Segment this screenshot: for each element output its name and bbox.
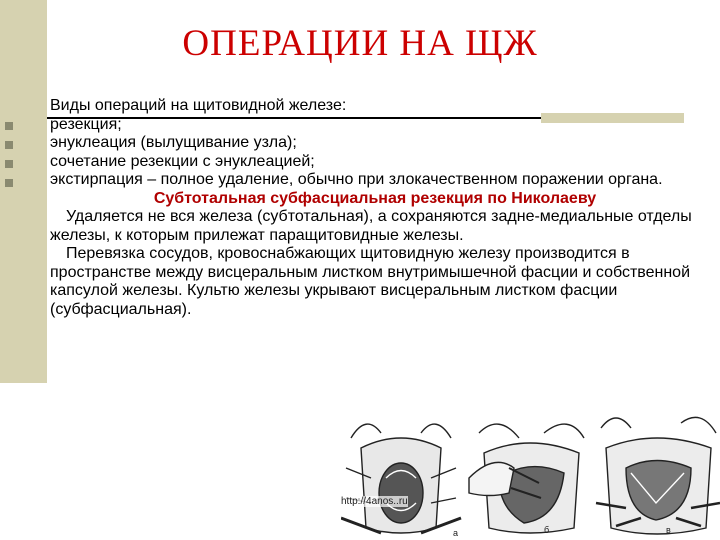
section-subtitle: Субтотальная субфасциальная резекция по Николаеву (153, 189, 597, 207)
panel-label: б (544, 525, 550, 535)
bullet-item: энуклеация (вылущивание узла); (50, 134, 297, 151)
bullet-marker-icon (5, 141, 13, 149)
illustration-panel-a (341, 408, 461, 540)
illustration-panel-b (469, 424, 584, 535)
bullet-item: сочетание резекции с энуклеацией; (50, 152, 315, 170)
source-watermark: http://4anos..ru (341, 496, 408, 507)
illustration-panel-c (596, 417, 720, 535)
panel-label: a (453, 528, 459, 538)
bullet-item: резекция; (50, 115, 122, 133)
bullet-item: экстирпация – полное удаление, обычно при злокачественном поражении органа. (50, 171, 663, 188)
slide-title: ОПЕРАЦИИ НА ЩЖ (182, 23, 538, 64)
bullet-marker-icon (5, 160, 13, 168)
bullet-marker-icon (5, 179, 13, 187)
slide-content (50, 97, 700, 319)
bullet-marker-icon (5, 122, 13, 130)
intro-text: Виды операций на щитовидной железе: (50, 97, 347, 114)
surgical-illustrations (341, 408, 720, 540)
panel-label: в (666, 525, 671, 535)
paragraph-ligation: Перевязка сосудов, кровоснабжающих щитовидную железу производится в пространстве между висцеральным листком внутримышечной фасции и собственной капсулой железы. Культю железы укрывают висцеральным листком фасции (субфасциальная). (50, 245, 691, 318)
paragraph-description: Удаляется не вся железа (субтотальная), а сохраняются задне-медиальные отделы железы, к которым прилежат паращитовидные железы. (50, 208, 692, 244)
